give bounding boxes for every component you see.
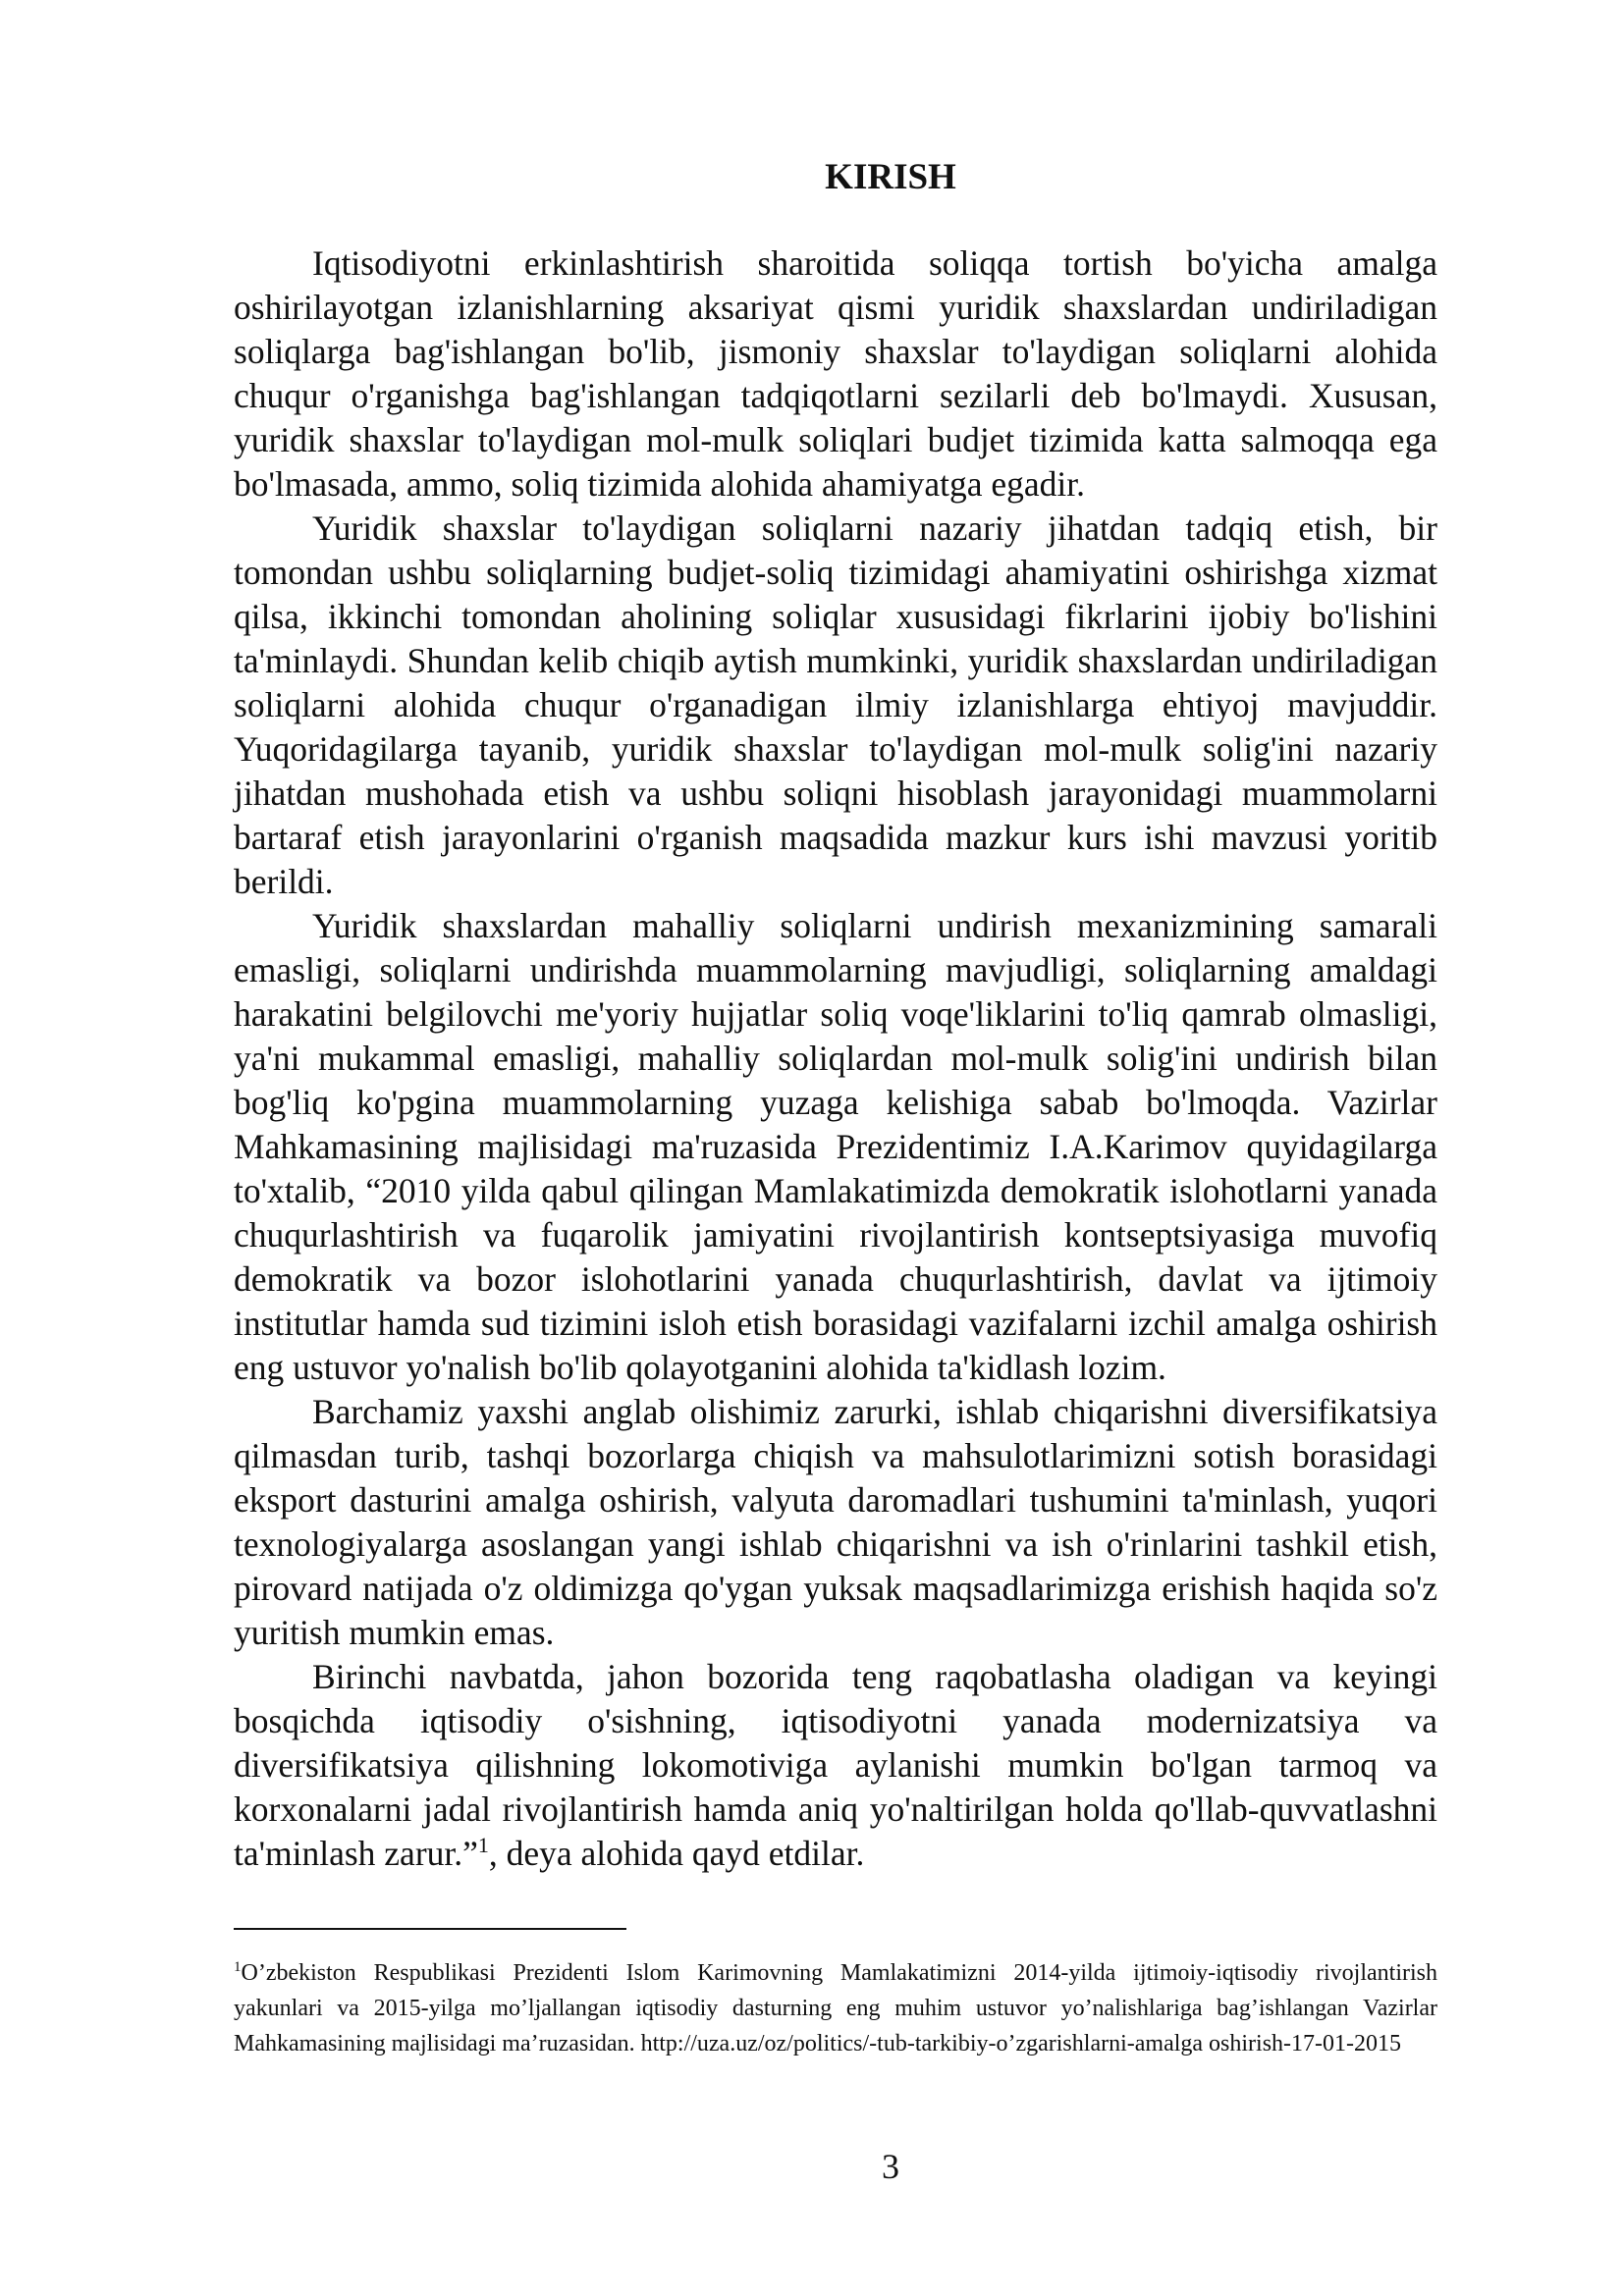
page-title: KIRISH [825, 157, 956, 197]
footnote-text: O’zbekiston Respublikasi Prezidenti Islom Karimovning Mamlakatimizni 2014-yilda ijtimoiy-iqtisodiy rivojlantirish yakunlari va 2015-yilga mo’ljallangan iqtisodiy dasturning eng muhim ustuvor yo’nalishlariga bag’ishlangan Vazirlar Mahkamasining majlisidagi ma’ruzasidan. http://uza.uz/oz/politics/-tub-tarkibiy-o’zgarishlarni-amalga oshirish-17-01-2015 [234, 1960, 1437, 2056]
paragraph: Barchamiz yaxshi anglab olishimiz zarurki, ishlab chiqarishni diversifikatsiya qilmasdan turib, tashqi bozorlarga chiqish va mahsulotlarimizni sotish borasidagi eksport dasturini amalga oshirish, valyuta daromadlari tushumini ta'minlash, yuqori texnologiyalarga asoslangan yangi ishlab chiqarishni va ish o'rinlarini tashkil etish, pirovard natijada o'z oldimizga qo'ygan yuksak maqsadlarimizga erishish haqida so'z yuritish mumkin emas. [234, 1392, 1437, 1652]
page-number: 3 [882, 2147, 899, 2186]
footnote-reference: 1 [477, 1833, 489, 1858]
footnote-mark: 1 [234, 1959, 242, 1975]
paragraph: Iqtisodiyotni erkinlashtirish sharoitida soliqqa tortish bo'yicha amalga oshirilayotgan izlanishlarning aksariyat qismi yuridik shaxslardan undiriladigan soliqlarga bag'ishlangan bo'lib, jismoniy shaxslar to'laydigan soliqlarni alohida chuqur o'rganishga bag'ishlangan tadqiqotlarni sezilarli deb bo'lmaydi. Xususan, yuridik shaxslar to'laydigan mol-mulk soliqlari budjet tizimida katta salmoqqa ega bo'lmasada, ammo, soliq tizimida alohida ahamiyatga egadir. [234, 243, 1437, 504]
paragraph: Yuridik shaxslar to'laydigan soliqlarni nazariy jihatdan tadqiq etish, bir tomondan ushbu soliqlarning budjet-soliq tizimidagi ahamiyatini oshirishga xizmat qilsa, ikkinchi tomondan aholining soliqlar xususidagi fikrlarini ijobiy bo'lishini ta'minlaydi. Shundan kelib chiqib aytish mumkinki, yuridik shaxslardan undiriladigan soliqlarni alohida chuqur o'rganadigan ilmiy izlanishlarga ehtiyoj mavjuddir. Yuqoridagilarga tayanib, yuridik shaxslar to'laydigan mol-mulk solig'ini nazariy jihatdan mushohada etish va ushbu soliqni hisoblash jarayonidagi muammolarni bartaraf etish jarayonlarini o'rganish maqsadida mazkur kurs ishi mavzusi yoritib berildi. [234, 508, 1437, 901]
paragraph-text-tail: , deya alohida qayd etdilar. [488, 1834, 865, 1873]
body-text [234, 241, 1437, 1876]
paragraph: Yuridik shaxslardan mahalliy soliqlarni undirish mexanizmining samarali emasligi, soliqlarni undirishda muammolarning mavjudligi, soliqlarning amaldagi harakatini belgilovchi me'yoriy hujjatlar soliq voqe'liklarini to'liq qamrab olmasligi, ya'ni mukammal emasligi, mahalliy soliqlardan mol-mulk solig'ini undirish bilan bog'liq ko'pgina muammolarning yuzaga kelishiga sabab bo'lmoqda. Vazirlar Mahkamasining majlisidagi ma'ruzasida Prezidentimiz I.A.Karimov quyidagilarga to'xtalib, “2010 yilda qabul qilingan Mamlakatimizda demokratik islohotlarni yanada chuqurlashtirish va fuqarolik jamiyatini rivojlantirish kontseptsiyasiga muvofiq demokratik va bozor islohotlarini yanada chuqurlashtirish, davlat va ijtimoiy institutlar hamda sud tizimini isloh etish borasidagi vazifalarni izchil amalga oshirish eng ustuvor yo'nalish bo'lib qolayotganini alohida ta'kidlash lozim. [234, 906, 1437, 1387]
paragraph-text: Birinchi navbatda, jahon bozorida teng raqobatlasha oladigan va keyingi bosqichda iqtisodiy o'sishning, iqtisodiyotni yanada modernizatsiya va diversifikatsiya qilishning lokomotiviga aylanishi mumkin bo'lgan tarmoq va korxonalarni jadal rivojlantirish hamda aniq yo'naltirilgan holda qo'llab-quvvatlashni ta'minlash zarur.” [234, 1657, 1437, 1873]
footnote-separator [234, 1928, 626, 1930]
paragraph-last [234, 1655, 1437, 1876]
footnote [234, 1955, 1437, 2061]
